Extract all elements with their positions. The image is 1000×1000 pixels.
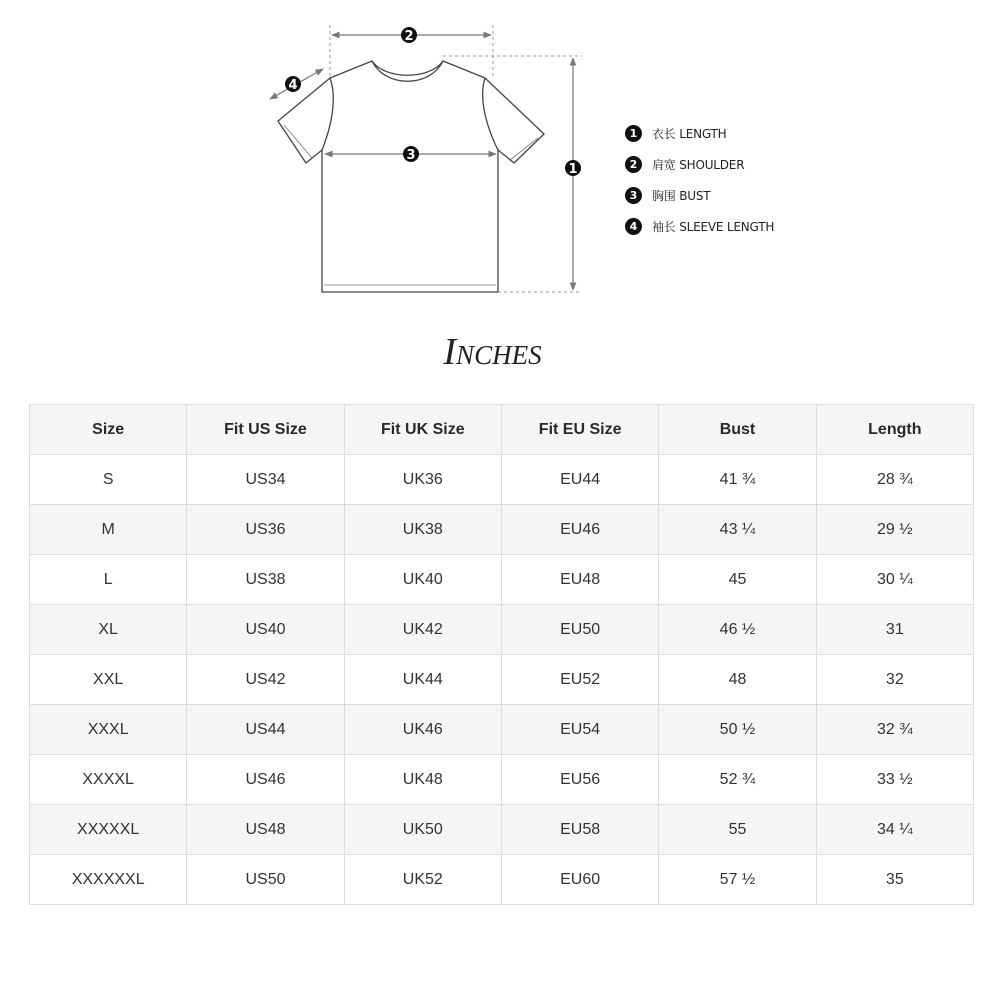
- svg-text:4: 4: [288, 78, 298, 93]
- legend-label: 胸围 BUST: [652, 189, 711, 203]
- unit-title: Inches: [443, 331, 542, 373]
- cell-eu-size: EU52: [501, 655, 658, 705]
- cell-us-size: US50: [187, 855, 344, 905]
- cell-length: 32 ¾: [816, 705, 973, 755]
- cell-size: XL: [30, 605, 187, 655]
- size-chart-table: [29, 404, 974, 905]
- cell-bust: 45: [659, 555, 816, 605]
- header-bust: Bust: [659, 405, 816, 455]
- cell-uk-size: UK38: [344, 505, 501, 555]
- cell-length: 30 ¼: [816, 555, 973, 605]
- table-row: [30, 855, 974, 905]
- legend-item-sleeve-length: [625, 211, 885, 242]
- cell-length: 31: [816, 605, 973, 655]
- cell-eu-size: EU46: [501, 505, 658, 555]
- cell-bust: 48: [659, 655, 816, 705]
- legend-item-bust: [625, 180, 885, 211]
- table-row: [30, 755, 974, 805]
- marker-2: [401, 27, 417, 44]
- cell-size: XXXL: [30, 705, 187, 755]
- cell-bust: 50 ½: [659, 705, 816, 755]
- cell-eu-size: EU48: [501, 555, 658, 605]
- cell-size: S: [30, 455, 187, 505]
- table-row: [30, 605, 974, 655]
- legend-item-length: [625, 118, 885, 149]
- cell-us-size: US38: [187, 555, 344, 605]
- cell-size: XXXXXL: [30, 805, 187, 855]
- cell-size: M: [30, 505, 187, 555]
- svg-text:3: 3: [406, 148, 416, 163]
- cell-length: 33 ½: [816, 755, 973, 805]
- svg-text:2: 2: [404, 29, 414, 44]
- legend-label: 肩宽 SHOULDER: [652, 158, 745, 172]
- cell-length: 35: [816, 855, 973, 905]
- cell-uk-size: UK40: [344, 555, 501, 605]
- cell-us-size: US36: [187, 505, 344, 555]
- table-row: [30, 555, 974, 605]
- cell-uk-size: UK46: [344, 705, 501, 755]
- cell-uk-size: UK36: [344, 455, 501, 505]
- cell-eu-size: EU50: [501, 605, 658, 655]
- cell-eu-size: EU44: [501, 455, 658, 505]
- cell-eu-size: EU56: [501, 755, 658, 805]
- legend-label: 衣长 LENGTH: [652, 127, 727, 141]
- legend-marker: 2: [625, 156, 642, 173]
- table-row: [30, 655, 974, 705]
- legend-label: 袖长 SLEEVE LENGTH: [652, 220, 775, 234]
- cell-uk-size: UK50: [344, 805, 501, 855]
- cell-us-size: US44: [187, 705, 344, 755]
- cell-bust: 55: [659, 805, 816, 855]
- header-length: Length: [816, 405, 973, 455]
- legend-marker: 4: [625, 218, 642, 235]
- cell-bust: 43 ¼: [659, 505, 816, 555]
- cell-uk-size: UK44: [344, 655, 501, 705]
- cell-us-size: US46: [187, 755, 344, 805]
- cell-eu-size: EU54: [501, 705, 658, 755]
- cell-size: XXXXXXL: [30, 855, 187, 905]
- cell-bust: 46 ½: [659, 605, 816, 655]
- svg-text:1: 1: [568, 162, 578, 177]
- cell-us-size: US40: [187, 605, 344, 655]
- legend-item-shoulder: [625, 149, 885, 180]
- cell-uk-size: UK52: [344, 855, 501, 905]
- tshirt-outline: [278, 61, 544, 292]
- table-row: [30, 505, 974, 555]
- cell-eu-size: EU58: [501, 805, 658, 855]
- cell-bust: 41 ¾: [659, 455, 816, 505]
- marker-1: [565, 160, 581, 177]
- marker-4: [285, 76, 301, 93]
- cell-us-size: US34: [187, 455, 344, 505]
- measurement-legend: [625, 118, 885, 242]
- cell-us-size: US42: [187, 655, 344, 705]
- cell-size: L: [30, 555, 187, 605]
- cell-eu-size: EU60: [501, 855, 658, 905]
- cell-length: 32: [816, 655, 973, 705]
- table-body: [30, 455, 974, 905]
- cell-uk-size: UK48: [344, 755, 501, 805]
- cell-size: XXL: [30, 655, 187, 705]
- table-header-row: [30, 405, 974, 455]
- cell-length: 29 ½: [816, 505, 973, 555]
- cell-bust: 57 ½: [659, 855, 816, 905]
- header-us-size: Fit US Size: [187, 405, 344, 455]
- header-size: Size: [30, 405, 187, 455]
- legend-marker: 3: [625, 187, 642, 204]
- cell-bust: 52 ¾: [659, 755, 816, 805]
- cell-length: 28 ¾: [816, 455, 973, 505]
- table-row: [30, 455, 974, 505]
- cell-size: XXXXL: [30, 755, 187, 805]
- table-row: [30, 805, 974, 855]
- cell-uk-size: UK42: [344, 605, 501, 655]
- cell-us-size: US48: [187, 805, 344, 855]
- table-row: [30, 705, 974, 755]
- legend-marker: 1: [625, 125, 642, 142]
- header-eu-size: Fit EU Size: [501, 405, 658, 455]
- cell-length: 34 ¼: [816, 805, 973, 855]
- header-uk-size: Fit UK Size: [344, 405, 501, 455]
